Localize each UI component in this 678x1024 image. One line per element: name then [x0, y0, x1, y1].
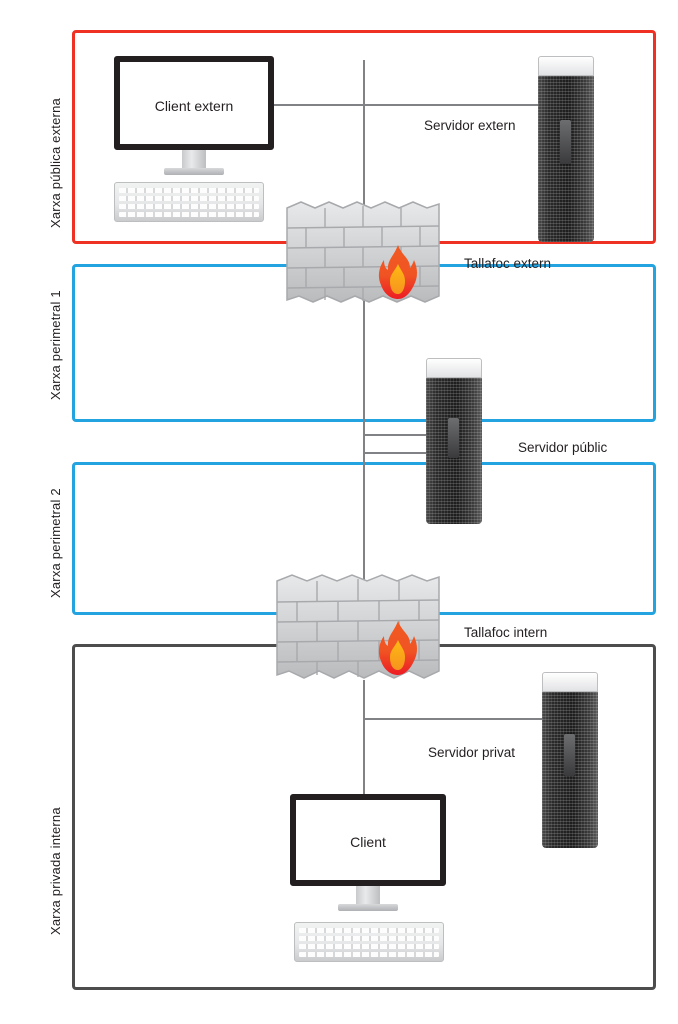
link-backbone-internal — [363, 680, 365, 810]
servidor-public-icon[interactable] — [426, 358, 482, 524]
monitor-foot — [164, 168, 224, 175]
tallafoc-intern-icon[interactable] — [271, 568, 445, 684]
link-backbone-perimetral — [363, 300, 365, 582]
zone-label-internal: Xarxa privada interna — [48, 807, 63, 935]
flame-icon — [377, 244, 419, 300]
client-extern-label: Client extern — [154, 98, 234, 114]
monitor-foot — [338, 904, 398, 911]
link-servidor-privat — [363, 718, 543, 720]
zone-label-external: Xarxa pública externa — [48, 98, 63, 228]
tallafoc-extern-icon[interactable] — [281, 196, 445, 308]
tallafoc-extern-label: Tallafoc extern — [464, 256, 552, 271]
client-intern-label: Client — [350, 834, 386, 850]
servidor-public-label: Servidor públic — [518, 440, 608, 455]
servidor-privat-icon[interactable] — [542, 672, 598, 848]
zone-label-perimeter-2: Xarxa perimetral 2 — [48, 488, 63, 598]
brick-wall-icon — [281, 196, 445, 308]
tallafoc-intern-label: Tallafoc intern — [464, 625, 548, 640]
monitor-neck — [356, 886, 380, 904]
client-intern-keyboard[interactable] — [294, 922, 444, 962]
servidor-extern-icon[interactable] — [538, 56, 594, 242]
link-servidor-extern — [363, 104, 539, 106]
link-servidor-public-top — [363, 434, 429, 436]
client-intern-monitor[interactable] — [290, 794, 446, 914]
monitor-neck — [182, 150, 206, 168]
client-extern-keyboard[interactable] — [114, 182, 264, 222]
flame-icon — [377, 620, 419, 676]
servidor-privat-label: Servidor privat — [428, 745, 516, 760]
servidor-extern-label: Servidor extern — [424, 118, 516, 133]
client-extern-monitor[interactable] — [114, 56, 274, 176]
link-servidor-public-bottom — [363, 452, 429, 454]
zone-label-perimeter-1: Xarxa perimetral 1 — [48, 290, 63, 400]
link-client-extern — [273, 104, 365, 106]
